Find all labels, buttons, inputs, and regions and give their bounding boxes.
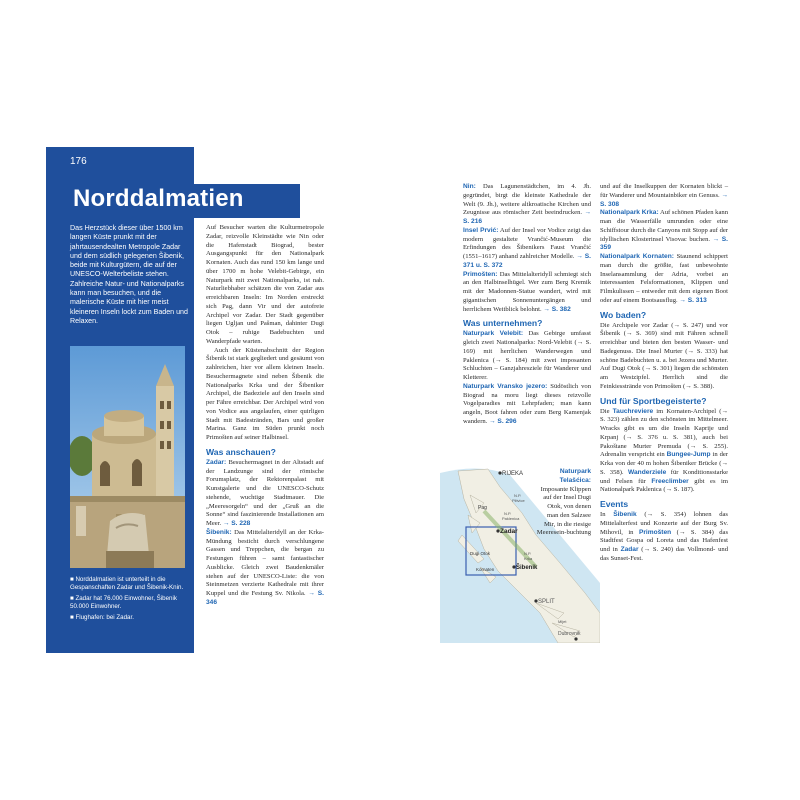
map-label-dubrovnik: Dubrovnik <box>558 631 581 637</box>
intro-text: Das Herzstück dieser über 1500 km langen Küste prunkt mit der jahrtausendealten Metropole Zadar und dem südlich gelegenen Šibenik, beide mit Kulturgütern, die auf der UNESCO-Welterbeliste stehen. Zahlreiche Natur- und Nationalparks kann man besuchen, und die malerische Küste mit hier meist kleineren Inseln lockt zum Baden und Relaxen. <box>70 224 188 325</box>
keyword: Nationalpark Krka: <box>600 209 659 217</box>
page-ref-link[interactable]: → S. 346 <box>206 590 324 606</box>
keyword: Šibenik: <box>206 528 232 536</box>
entry-zadar <box>206 459 324 529</box>
paragraph-events <box>600 511 728 564</box>
entry-telascica-cont <box>600 183 728 209</box>
keyword: Naturpark Vransko jezero: <box>463 382 548 390</box>
fact-item: ■ Norddalmatien ist unterteilt in die Gespanschaften Zadar und Šibenik-Knin. <box>70 576 184 591</box>
entry-text: und auf die Inselkuppen der Kornaten blickt – für Wanderer und Mountainbiker ein Genuss. <box>600 183 728 199</box>
keyword: Šibenik <box>613 511 637 518</box>
entry-sibenik <box>206 529 324 608</box>
entry-text: Südöstlich von Biograd na moru liegt dieses reizvolle Vogelparadies mit Lehrpfaden; man kann angeln, Boot fahren oder zum Berg Kamenjak wandern. <box>463 382 591 425</box>
keyword: Bungee-Jump <box>666 451 711 459</box>
text-run: (→ S. 384) das Stadtfest Gospa od Loreta und das Hafenfest und in <box>600 528 729 553</box>
keyword: Tauchreviere <box>612 407 654 415</box>
text-run: Die <box>600 407 613 415</box>
keyword: Zadar: <box>206 458 227 466</box>
map-label-krka: Krka <box>524 556 533 561</box>
fact-item: ■ Flughafen: bei Zadar. <box>70 614 134 621</box>
map-label-np-krka: N.P. <box>524 551 532 556</box>
keyword: Naturpark Telašćica: <box>559 468 591 484</box>
keyword: Nationalpark Kornaten: <box>600 253 674 260</box>
map-label-sibenik: Šibenik <box>516 565 538 571</box>
map-label-pag: Pag <box>478 505 487 511</box>
entry-text: Auf schönen Pfaden kann man die Wasserfälle umrunden oder eine Schiffstour durch die Canyons mit Stopp auf der idyllischen Klosterinsel Visovac buchen. <box>600 209 729 243</box>
keyword: Primošten <box>638 528 672 536</box>
text-run: in der Krka von der 40 m hohen Šibeniker Brücke (→ S. 358). <box>600 451 728 476</box>
text-column-1 <box>206 224 324 608</box>
entry-prvic <box>463 227 591 271</box>
paragraph: Auch der Küstenabschnitt der Region Šibenik ist stark gegliedert und gesäumt von zahlreichen, hier vor allem kleinen Inseln. Besuchermagnete sind neben Šibenik die Nationalparks Krka und der Šibeniker Archipel, die Badeziele auf den Inseln sind per Fähre erreichbar. Der Archipel wird von von Vodice aus angelaufen, einer quirligen Stadt mit Badestränden, Bars und großer Marina. Ganz im Süden prunkt noch Primošten auf seiner Halbinsel. <box>206 346 324 441</box>
heading-sportbegeisterte: Und für Sportbegeisterte? <box>600 395 707 406</box>
heading-was-anschauen: Was anschauen? <box>206 446 276 457</box>
paragraph-sport <box>600 408 728 496</box>
page-number: 176 <box>70 156 87 167</box>
keyword: Naturpark Velebit: <box>463 330 524 338</box>
text-run: (→ S. 240) das Vollmond- und das Sunset-Fest. <box>600 546 728 562</box>
entry-text: Besuchermagnet in der Altstadt auf der Landzunge sind der römische Forumsplatz, der Rektorenpalast mit Kunstgalerie und die UNESCO-Schutz stehende, wuchtige Stadtmauer. Die „Meeresorgeln“ und der „Gruß an die Sonne“ sind faszinierende Installationen am Meer. <box>206 458 324 527</box>
page-ref-link[interactable]: → S. 371 u. S. 372 <box>463 253 592 269</box>
map-label-np-plitvice: N.P. <box>514 493 522 498</box>
entry-text: Staunend schippert man durch die größte, fast unbewohnte Inselansammlung der Adria, vorbei an interessanten Felsformationen, Klippen und Filmkulissen – entweder mit dem eigenen Boot oder auf einem Bootsausflug. <box>600 253 728 304</box>
map-label-paklenica: Paklenica <box>502 516 520 521</box>
entry-velebit <box>463 330 591 383</box>
entry-text: Das Lagunenstädtchen, im 4. Jh. gegründet, birgt die kleinste Kathedrale der Welt (9. Jh.), weitere altkroatische Kirchen und Zeugnisse aus römischer Zeit beeindrucken. <box>463 183 591 217</box>
entry-vransko <box>463 383 591 427</box>
text-column-3 <box>600 183 728 564</box>
paragraph: Auf Besucher warten die Kulturmetropole Zadar, reizvolle Kleinstädte wie Nin oder die Hafenstadt Biograd, bester Ausgangspunkt für den Nationalpark Kornaten. Auch das rund 150 km lange und über 1700 m hohe Velebit-Gebirge, ein Naturpark mit zwei Nationalparks, ist nah. Naturliebhaber schätzen die von Zadar aus erreichbaren Inseln: Im Norden erstreckt sich Pag, dann Vir und der autofreie Archipel vor Zadar. Der Stadt gegenüber liegen Ugljan und Pašman, dahinter Dugi Otok – ruhige Badebuchten und Wanderpfade warten. <box>206 224 324 345</box>
keyword: Primošten: <box>463 270 498 278</box>
page-ref-link[interactable]: → S. 382 <box>543 305 571 313</box>
paragraph: Die Archipele vor Zadar (→ S. 247) und vor Šibenik (→ S. 369) sind mit Fähren schnell erreichbar und bieten den besten Wasser- und Badegenuss. Die Insel Murter (→ S. 333) hat schöne Badebuchten u. a. bei Jezera und Murter. Auf Dugi Otok (→ S. 301) liegen die schönsten am Westzipfel. Herrlich sind die Feinkiesstrände von Primošten (→ S. 388). <box>600 321 728 390</box>
entry-krka <box>600 209 728 253</box>
entry-text: Auf der Insel vor Vodice zeigt das modern gestaltete Vrančić-Museum die Erfindungen des Šibenikers Faust Vrančić (1551–1617) anhand zahlreicher Modelle. <box>463 226 591 260</box>
entry-kornaten <box>600 253 728 306</box>
map-label-rijeka: RIJEKA <box>502 471 524 477</box>
heading-events: Events <box>600 499 629 509</box>
heading-wo-baden: Wo baden? <box>600 309 647 320</box>
text-run: gibt es im Nationalpark Paklenica (→ S. 187). <box>600 477 728 494</box>
map-label-split: SPLIT <box>538 599 555 605</box>
page-ref-link[interactable]: → S. 359 <box>600 235 728 252</box>
text-run: für Konditionsstarke und Felsen für <box>600 468 728 485</box>
text-column-2 <box>463 183 591 427</box>
map-label-plitvice: Plitvice <box>512 498 525 503</box>
fact-item: ■ Zadar hat 76.000 Einwohner, Šibenik 50.000 Einwohner. <box>70 595 177 610</box>
keyword: Insel Prvić: <box>463 226 499 234</box>
entry-text: Imposante Klippen auf der Insel Dugi Otok, von denen man den Salzsee Mir, in die riesige Meeresein-buchtung <box>536 485 591 537</box>
map-label-zadar: Zadar <box>500 528 518 535</box>
page-ref-link[interactable]: → S. 216 <box>463 209 591 225</box>
entry-text: Das Gebirge umfasst gleich zwei Nationalparks: Nord-Velebit (→ S. 169) mit herrlichen Wanderwegen und Paklenica (→ S. 184) mit zwei imposanten Schluchten – Ganzjahresziele für Wanderer und Kletterer. <box>463 330 591 381</box>
entry-primosten <box>463 271 591 315</box>
page-ref-link[interactable]: → S. 308 <box>600 191 728 208</box>
church-photo <box>70 346 185 568</box>
page-ref-link[interactable]: → S. 228 <box>222 520 251 527</box>
entry-text: Das Mittelalteridyll schmiegt sich an den Halbinselhügel. Wer zum Berg Kremik mit der Madonnen-Statue wandert, wird mit gigantischen Sonnenuntergängen und herrlichem Weitblick belohnt. <box>463 270 591 313</box>
telascica-text-beside-map <box>535 468 591 538</box>
heading-was-unternehmen: Was unternehmen? <box>463 318 543 329</box>
keyword: Wanderziele <box>628 468 667 476</box>
text-run: (→ S. 354) lohnen das Mittelalterfest und Konzerte auf der Burg Sv. Mihovil, in <box>600 511 728 536</box>
map-label-mljet: Mljet <box>558 619 567 624</box>
fact-box <box>70 576 188 625</box>
entry-nin <box>463 183 591 227</box>
map-label-dugi-otok: Dugi Otok <box>470 551 491 556</box>
text-run: im Kornaten-Archipel (→ S. 323) zählen zu den schönsten im Mittelmeer. Wracks gibt es um die Inseln Kaprije und Krpanj (→ S. 376 u. S. 381), auch bei Pakoštane Murter Premuda (→ S. 255). Adrenalin verspricht ein <box>600 407 729 459</box>
page-ref-link[interactable]: → S. 296 <box>489 417 517 425</box>
map-label-kornaten: Kornaten <box>476 567 495 572</box>
keyword: Nin: <box>463 183 476 190</box>
page-title: Norddalmatien <box>73 185 244 212</box>
map-label-np-paklenica: N.P. <box>504 511 512 516</box>
keyword: Zadar <box>620 546 639 553</box>
keyword: Freeclimber <box>651 477 689 485</box>
text-run: In <box>600 511 614 518</box>
entry-text: Das Mittelalteridyll an der Krka-Mündung besticht durch verschlungene Gassen und Treppchen, die bergan zu Festungen führen – samt fantastischer Ausblicke. Gleich zwei Baudenkmäler stehen auf der UNESCO-Liste: die von Steinmetzen verzierte Kathedrale mit ihrer Kuppel und die Festung Sv. Nikola. <box>206 528 324 597</box>
page-ref-link[interactable]: → S. 313 <box>679 296 707 304</box>
